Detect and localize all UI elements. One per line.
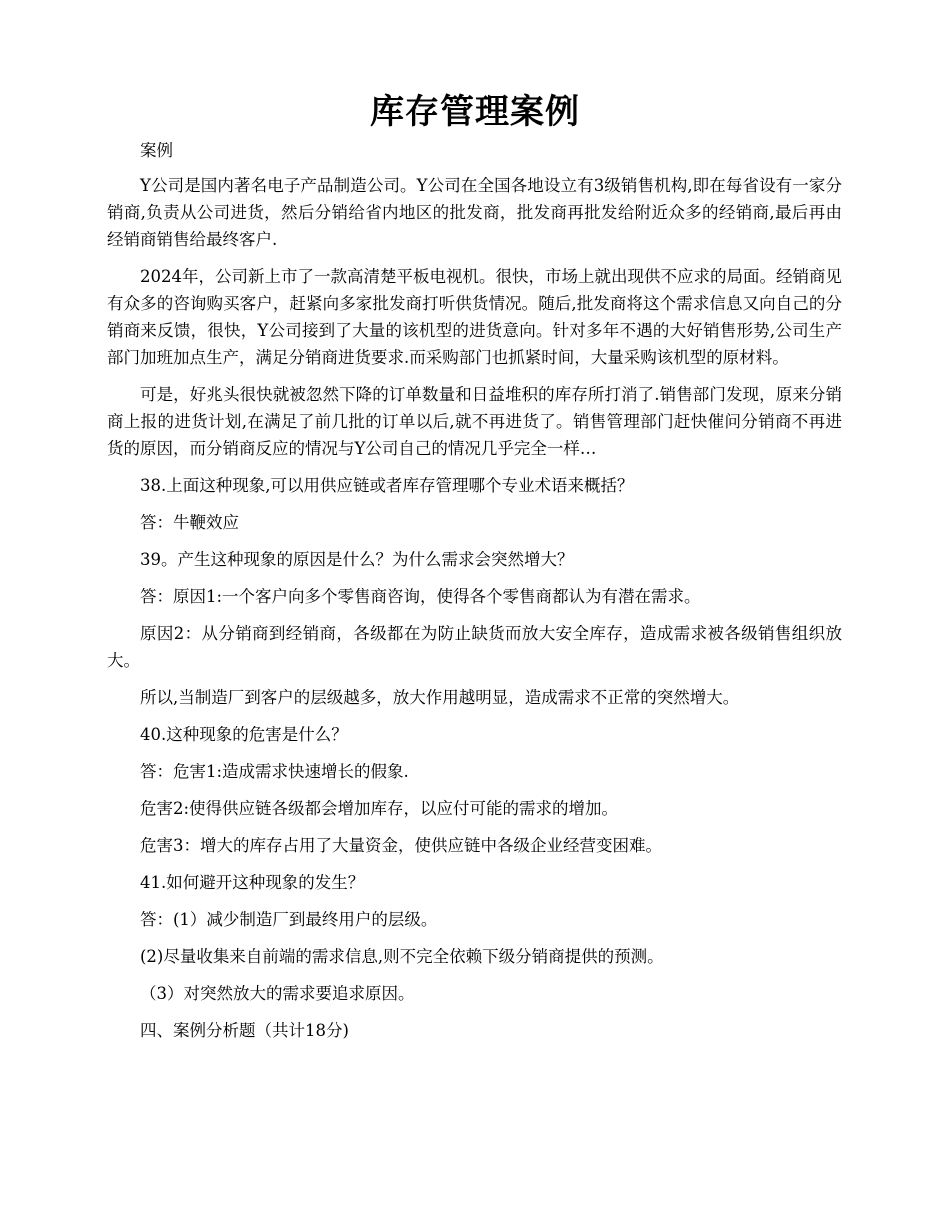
answer-39-reason-1: 答：原因1:一个客户向多个零售商咨询，使得各个零售商都认为有潜在需求。	[140, 587, 701, 606]
answer-41-item-3: （3）对突然放大的需求要追求原因。	[140, 984, 415, 1003]
document-title: 库存管理案例	[370, 92, 580, 132]
answer-39-reason-2: 原因2：从分销商到经销商，各级都在为防止缺货而放大安全库存，造成需求被各级销售组织放大。	[107, 624, 842, 670]
document-body	[107, 137, 842, 1054]
question-38: 38.上面这种现象,可以用供应链或者库存管理哪个专业术语来概括？	[140, 476, 634, 495]
paragraph-case-label: 案例	[140, 141, 173, 160]
paragraph-inventory-problem: 可是，好兆头很快就被忽然下降的订单数量和日益堆积的库存所打消了.销售部门发现，原来分销商上报的进货计划,在满足了前几批的订单以后,就不再进货了。销售管理部门赶快催问分销商不再进货的原因，而分销商反应的情况与Y公司自己的情况几乎完全一样…	[107, 385, 842, 458]
answer-40-harm-3: 危害3：增大的库存占用了大量资金，使供应链中各级企业经营变困难。	[140, 836, 662, 855]
answer-40-harm-2: 危害2:使得供应链各级都会增加库存，以应付可能的需求的增加。	[140, 799, 619, 818]
answer-40-harm-1: 答：危害1:造成需求快速增长的假象.	[140, 762, 409, 781]
section-heading-case-analysis: 四、案例分析题（共计18分)	[140, 1021, 349, 1040]
question-39: 39。产生这种现象的原因是什么？为什么需求会突然增大？	[140, 550, 574, 569]
question-41: 41.如何避开这种现象的发生？	[140, 873, 365, 892]
answer-41-item-1: 答：(1）减少制造厂到最终用户的层级。	[140, 910, 438, 929]
answer-41-item-2: (2)尽量收集来自前端的需求信息,则不完全依赖下级分销商提供的预测。	[140, 947, 664, 966]
paragraph-market-situation: 2024年，公司新上市了一款高清楚平板电视机。很快，市场上就出现供不应求的局面。经销商见有众多的咨询购买客户，赶紧向多家批发商打听供货情况。随后,批发商将这个需求信息又向自己的分销商来反馈，很快，Y公司接到了大量的该机型的进货意向。针对多年不遇的大好销售形势,公司生产部门加班加点生产，满足分销商进货要求.而采购部门也抓紧时间，大量采购该机型的原材料。	[107, 267, 842, 367]
paragraph-company-intro: Y公司是国内著名电子产品制造公司。Y公司在全国各地设立有3级销售机构,即在每省设有一家分销商,负责从公司进货，然后分销给省内地区的批发商，批发商再批发给附近众多的经销商,最后再由经销商销售给最终客户.	[107, 176, 842, 249]
answer-38: 答：牛鞭效应	[140, 513, 239, 532]
question-40: 40.这种现象的危害是什么？	[140, 725, 348, 744]
answer-39-conclusion: 所以,当制造厂到客户的层级越多，放大作用越明显，造成需求不正常的突然增大。	[140, 688, 740, 707]
